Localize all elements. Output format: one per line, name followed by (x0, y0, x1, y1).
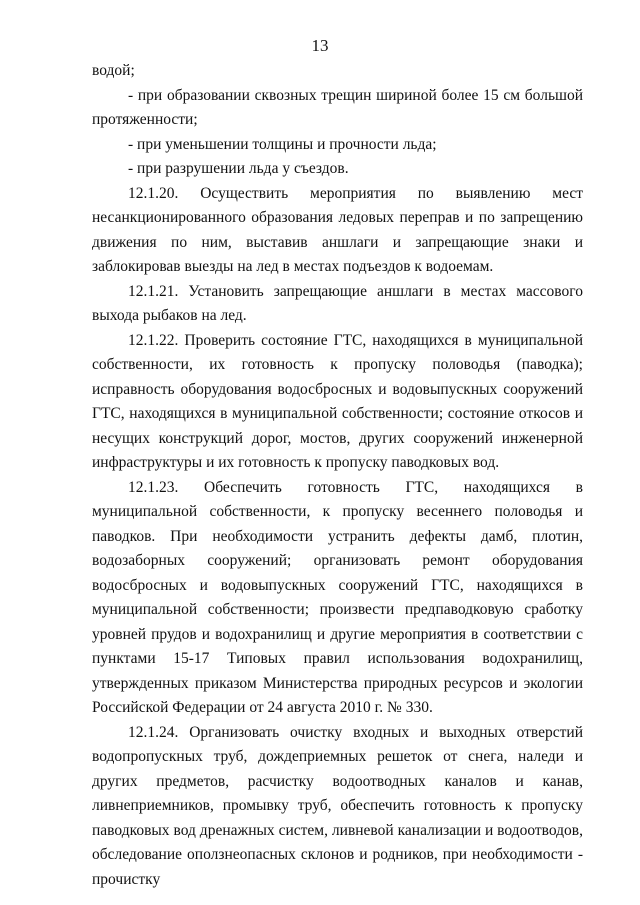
list-item-destruction: - при разрушении льда у съездов. (128, 160, 349, 177)
paragraph-12-1-22: 12.1.22. Проверить состояние ГТС, находящихся в муниципальной собственности, их готовность к пропуску половодья (паводка); исправность оборудования водосбросных и водовыпускных сооружений ГТС, находящихся в муниципальной собственности; состояние откосов и несущих конструкций дорог, мостов, других сооружений инженерной инфраструктуры и их готовность к пропуску паводковых вод. (92, 331, 583, 471)
document-body (92, 59, 583, 892)
list-item-thickness: - при уменьшении толщины и прочности льда; (128, 135, 437, 153)
paragraph-12-1-23: 12.1.23. Обеспечить готовность ГТС, находящихся в муниципальной собственности, к пропуску весеннего половодья и паводков. При необходимости устранить дефекты дамб, плотин, водозаборных сооружений; организовать ремонт оборудования водосбросных и водовыпускных сооружений ГТС, находящихся в муниципальной собственности; произвести предпаводковую сработку уровней прудов и водохранилищ и другие мероприятия в соответствии с пунктами 15-17 Типовых правил использования водохранилищ, утвержденных приказом Министерства природных ресурсов и экологии Российской Федерации от 24 августа 2010 г. № 330. (92, 478, 583, 716)
paragraph-12-1-20: 12.1.20. Осуществить мероприятия по выявлению мест несанкционированного образования ледовых переправ и по запрещению движения по ним, выставив аншлаги и запрещающие знаки и заблокировав выезды на лед в местах подъездов к водоемам. (92, 184, 583, 275)
page-number: 13 (311, 36, 329, 55)
list-item-cracks: - при образовании сквозных трещин шириной более 15 см большой протяженности; (92, 86, 583, 128)
paragraph-continuation: водой; (92, 62, 135, 79)
paragraph-12-1-21: 12.1.21. Установить запрещающие аншлаги в местах массового выхода рыбаков на лед. (92, 282, 583, 324)
paragraph-12-1-24: 12.1.24. Организовать очистку входных и выходных отверстий водопропускных труб, дождеприемных решеток от снега, наледи и других предметов, расчистку водоотводных каналов и канав, ливнеприемников, промывку труб, обеспечить готовность к пропуску паводковых вод дренажных систем, ливневой канализации и водоотводов, обследование оползнеопасных склонов и родников, при необходимости - прочистку (92, 723, 583, 888)
